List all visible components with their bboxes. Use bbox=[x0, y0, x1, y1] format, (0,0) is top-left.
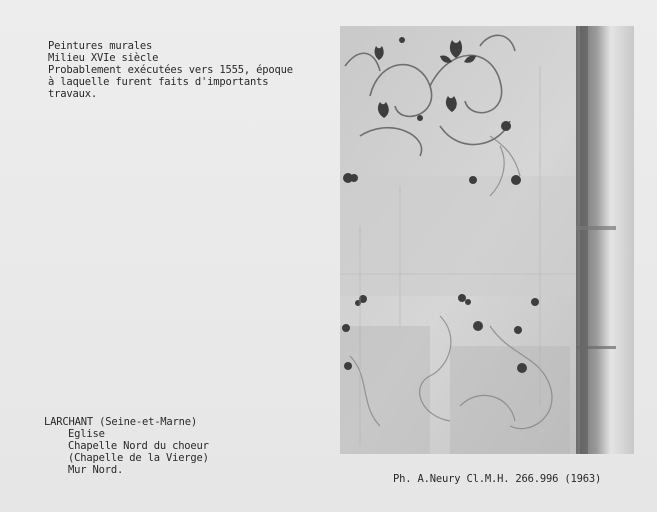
photo-credit: Ph. A.Neury Cl.M.H. 266.996 (1963) bbox=[393, 473, 602, 485]
description-caption bbox=[48, 40, 318, 100]
location-detail: (Chapelle de la Vierge) bbox=[68, 452, 209, 464]
mural-image bbox=[340, 26, 634, 454]
mural-photograph bbox=[340, 26, 634, 454]
description-line: Peintures murales bbox=[48, 40, 153, 52]
description-line: Milieu XVIe siècle bbox=[48, 52, 159, 64]
location-detail: Chapelle Nord du choeur bbox=[68, 440, 209, 452]
location-place: LARCHANT (Seine-et-Marne) bbox=[44, 416, 198, 428]
location-detail: Mur Nord. bbox=[68, 464, 124, 476]
location-detail: Eglise bbox=[68, 428, 105, 440]
description-line: à laquelle furent faits d'importants bbox=[48, 76, 269, 88]
description-line: travaux. bbox=[48, 88, 97, 100]
location-caption bbox=[44, 416, 304, 476]
description-line: Probablement exécutées vers 1555, époque bbox=[48, 64, 293, 76]
